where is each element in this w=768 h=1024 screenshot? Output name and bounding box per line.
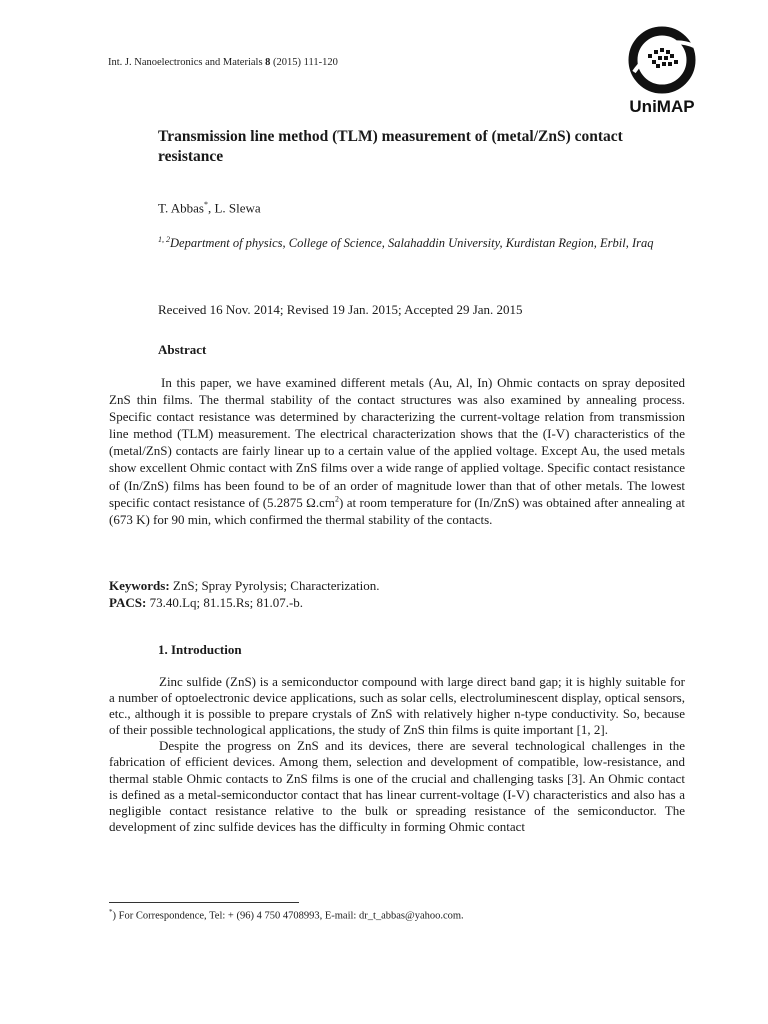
author-rest: , L. Slewa — [207, 200, 261, 216]
keywords-value: ZnS; Spray Pyrolysis; Characterization. — [169, 578, 380, 593]
abstract-superscript: 2 — [334, 494, 339, 504]
abstract-part2: ) at room temperature for (In/ZnS) was obtained after annealing at (673 K) for 90 min, which confirmed the thermal stability of the contacts. — [109, 494, 685, 527]
introduction-heading: 1. Introduction — [158, 642, 242, 657]
abstract-text — [109, 374, 685, 528]
pacs-value: 73.40.Lq; 81.15.Rs; 81.07.-b. — [146, 595, 304, 610]
logo-wordmark: UniMAP — [629, 97, 695, 116]
paper-title: Transmission line method (TLM) measurement of (metal/ZnS) contact resistance — [158, 128, 623, 165]
footnote-mark: * — [109, 908, 113, 916]
abstract-part1: In this paper, we have examined different metals (Au, Al, In) Ohmic contacts on spray deposited ZnS thin films. The thermal stability of the contact structures was also examined by annealing process. Specific contact resistance was determined by characterizing the current-voltage relation from transmission line method (TLM) measurement. The electrical characterization shows that the (I-V) characteristics of the (metal/ZnS) contacts are fairly linear up to a certain value of the applied voltage. Except Au, the used metals show excellent Ohmic contact with ZnS films over a wide range of applied voltage. Specific contact resistance of (In/ZnS) films has been found to be of an order of magnitude lower than that of other metals. The lowest specific contact resistance of (5.2875 Ω.cm — [109, 375, 685, 510]
author-first: T. Abbas — [158, 200, 204, 216]
affiliation-text: Department of physics, College of Science, Salahaddin University, Kurdistan Region, Erbil, Iraq — [170, 236, 654, 251]
keywords-label: Keywords: — [109, 578, 170, 593]
footnote-text: ) For Correspondence, Tel: + (96) 4 750 4708993, E-mail: dr_t_abbas@yahoo.com. — [112, 910, 464, 922]
journal-volume: 8 — [265, 57, 271, 68]
corresponding-mark: * — [203, 200, 208, 209]
pacs-line — [109, 594, 379, 611]
authors — [158, 200, 261, 216]
journal-year-pages: (2015) 111-120 — [273, 57, 338, 68]
introduction-paragraph-2: Despite the progress on ZnS and its devices, there are several technological challenges in the fabrication of efficient devices. Among them, selection and development of compatible, low-resistance, and thermal stable Ohmic contacts to ZnS films is one of the crucial and challenging tasks [3]. An Ohmic contact is defined as a metal-semiconductor contact that has linear current-voltage (I-V) characteristics and also has a negligible contact resistance relative to the bulk or spreading resistance of the semiconductor. The development of zinc sulfide devices has the difficulty in forming Ohmic contact — [109, 738, 685, 834]
unimap-logo — [612, 24, 712, 119]
affiliation-marks: 1, 2 — [158, 235, 170, 244]
footnote-rule — [109, 902, 299, 903]
journal-header — [108, 57, 338, 68]
footnote — [109, 908, 464, 922]
introduction-paragraph-1: Zinc sulfide (ZnS) is a semiconductor compound with large direct band gap; it is highly suitable for a number of optoelectronic device applications, such as solar cells, electroluminescent display, optical sensors, etc., although it is possible to prepare crystals of ZnS with relatively higher n-type conductivity. So, because of their possible technological applications, the study of ZnS thin films is quite important [1, 2]. — [109, 674, 685, 738]
keywords-block — [109, 577, 379, 611]
pacs-label: PACS: — [109, 595, 147, 610]
keywords-line — [109, 577, 379, 594]
journal-name: Int. J. Nanoelectronics and Materials — [108, 57, 263, 68]
affiliation — [158, 231, 678, 252]
publication-dates: Received 16 Nov. 2014; Revised 19 Jan. 2015; Accepted 29 Jan. 2015 — [158, 302, 523, 317]
introduction-body — [109, 674, 685, 835]
abstract-heading: Abstract — [158, 342, 207, 357]
